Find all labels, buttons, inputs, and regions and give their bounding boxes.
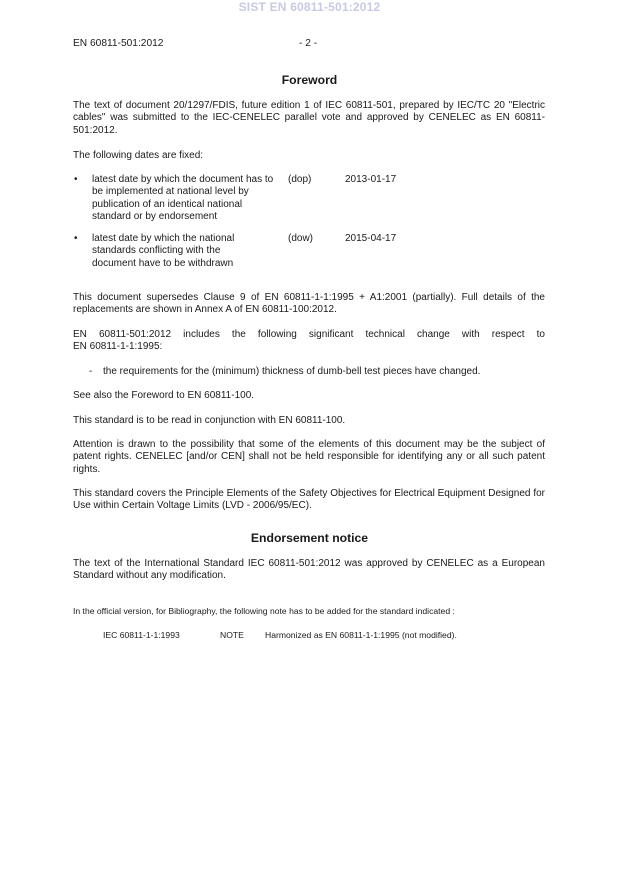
foreword-title: Foreword [281,73,338,87]
bullet-icon: • [74,174,78,185]
changes-intro-line1: EN 60811-501:2012 includes the following significant technical change with respect to [73,329,545,340]
date-description: latest date by which the national standards conflicting with the document have to be withdrawn [92,233,235,269]
date-description: latest date by which the document has to be implemented at national level by publication of an identical national standard or by endorsement [92,174,274,223]
see-also-paragraph: See also the Foreword to EN 60811-100. [73,390,255,401]
note-text: Harmonized as EN 60811-1-1:1995 (not modified). [265,630,457,640]
changes-intro-line2: EN 60811-1-1:1995: [73,341,163,352]
conjunction-paragraph: This standard is to be read in conjunction with EN 60811-100. [73,415,346,426]
dates-intro: The following dates are fixed: [73,150,204,161]
bullet-icon: • [74,233,78,244]
endorsement-text: The text of the International Standard IEC 60811-501:2012 was approved by CENELEC as a European Standard without any modification. [73,558,545,582]
date-value: 2013-01-17 [345,174,397,185]
dash-icon: - [89,366,93,377]
lvd-paragraph: This standard covers the Principle Elements of the Safety Objectives for Electrical Equipment Designed for Use within Certain Voltage Limits (LVD - 2006/95/EC). [73,488,545,512]
header-doc-id: EN 60811-501:2012 [73,38,164,49]
date-code: (dow) [288,233,314,244]
foreword-intro: The text of document 20/1297/FDIS, future edition 1 of IEC 60811-501, prepared by IEC/TC 20 "Electric cables" was submitted to the IEC-CENELEC parallel vote and approved by CENELEC as EN 60811-501:2012. [73,100,545,136]
date-code: (dop) [288,174,312,185]
bibliography-note: In the official version, for Bibliography, the following note has to be added for the standard indicated : [73,606,455,616]
note-label: NOTE [220,630,244,640]
header-page-number: - 2 - [299,38,318,49]
patent-paragraph: Attention is drawn to the possibility that some of the elements of this document may be the subject of patent rights. CENELEC [and/or CEN] shall not be held responsible for identifying any or all such patent rights. [73,439,545,475]
endorsement-title: Endorsement notice [250,531,369,545]
date-value: 2015-04-17 [345,233,397,244]
change-item: the requirements for the (minimum) thickness of dumb-bell test pieces have changed. [103,366,481,377]
supersedes-paragraph: This document supersedes Clause 9 of EN 60811-1-1:1995 + A1:2001 (partially). Full details of the replacements are shown in Annex A of EN 60811-100:2012. [73,292,545,316]
note-standard: IEC 60811-1-1:1993 [103,630,180,640]
watermark: SIST EN 60811-501:2012 [238,0,381,14]
